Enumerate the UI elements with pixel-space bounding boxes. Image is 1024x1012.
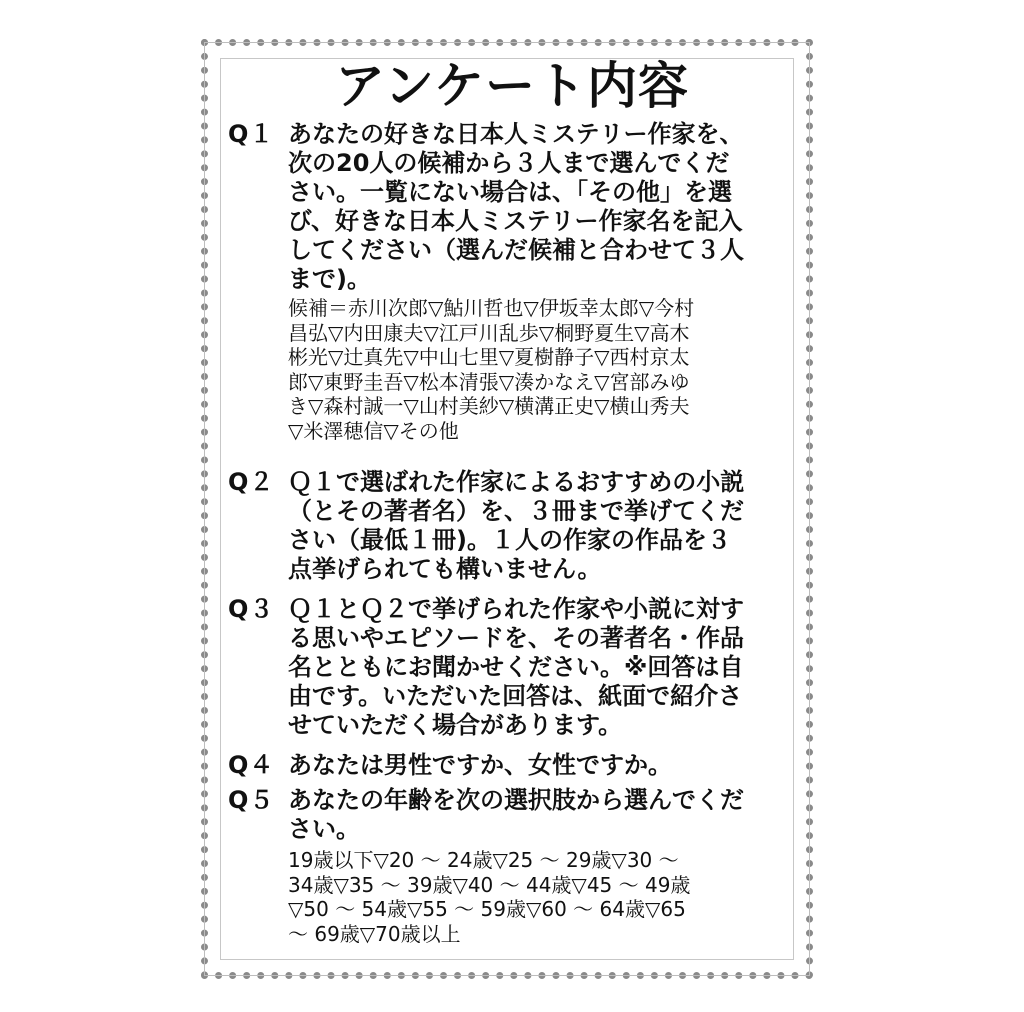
question-5 [228, 786, 798, 956]
question-5-age-options: 19歳以下▽20 ～ 24歳▽25 ～ 29歳▽30 ～ 34歳▽35 ～ 39歳▽40 ～ 44歳▽45 ～ 49歳 ▽50 ～ 54歳▽55 ～ 59歳▽60 ～ 64歳▽65 ～ 69歳▽70歳以上 [288, 848, 691, 946]
question-5-text: あなたの年齢を次の選択肢から選んでくだ さい。 [288, 786, 744, 843]
question-1-candidates: 候補＝赤川次郎▽鮎川哲也▽伊坂幸太郎▽今村 昌弘▽内田康夫▽江戸川乱歩▽桐野夏生▽高木 彬光▽辻真先▽中山七里▽夏樹静子▽西村京太 郎▽東野圭吾▽松本清張▽湊かなえ▽宮部みゆ き▽森村誠一▽山村美紗▽横溝正史▽横山秀夫 ▽米澤穂信▽その他 [288, 296, 695, 443]
question-1 [228, 120, 798, 460]
question-2-label: Q２ [228, 468, 275, 496]
question-5-label: Q５ [228, 786, 275, 814]
question-4-label: Q４ [228, 751, 275, 779]
question-3-label: Q３ [228, 595, 275, 623]
question-1-text: あなたの好きな日本人ミステリー作家を、 次の20人の候補から３人まで選んでくだ さい。一覧にない場合は、「その他」を選 び、好きな日本人ミステリー作家名を記入 してください（選んだ候補と合わせて３人 まで)。 [288, 120, 744, 293]
question-3-text: Ｑ１とＱ２で挙げられた作家や小説に対す る思いやエピソードを、その著者名・作品 名とともにお聞かせください。※回答は自 由です。いただいた回答は、紙面で紹介さ せていただく場合があります。 [288, 595, 744, 739]
question-4 [228, 751, 798, 783]
question-4-text: あなたは男性ですか、女性ですか。 [288, 751, 672, 779]
question-1-label: Q１ [228, 120, 275, 148]
question-3 [228, 595, 798, 745]
question-2 [228, 468, 798, 588]
question-2-text: Ｑ１で選ばれた作家によるおすすめの小説 （とその著者名）を、３冊まで挙げてくだ さい（最低１冊)。１人の作家の作品を３ 点挙げられても構いません。 [288, 468, 745, 583]
page-title: アンケート内容 [335, 57, 689, 115]
